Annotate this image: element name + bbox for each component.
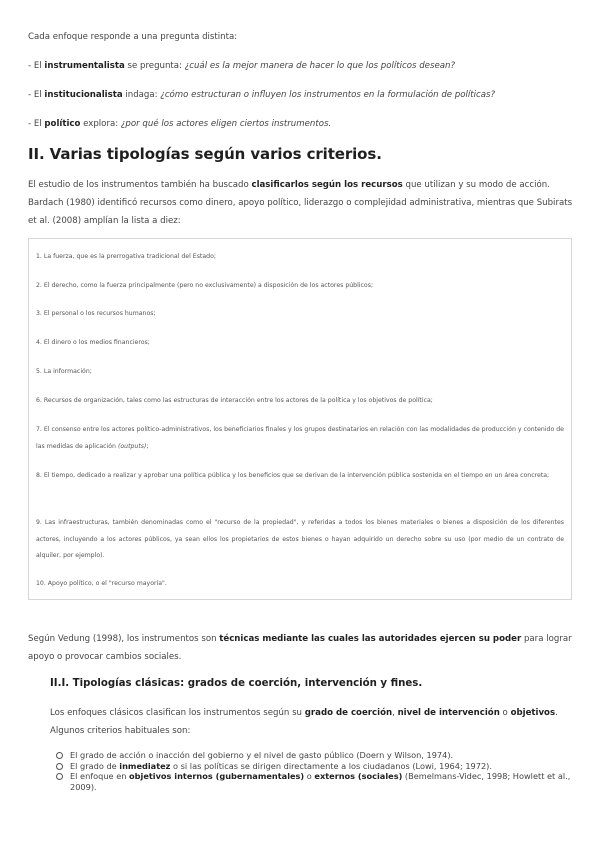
item-prefix: - El: [28, 119, 45, 129]
circle-bullet-icon: [56, 773, 63, 780]
list-item: [56, 761, 576, 772]
intro-item-instrumentalista: [28, 57, 574, 75]
paragraph-text: Según Vedung (1998), los instrumentos son: [28, 634, 220, 644]
item-text: (Bemelmans-Videc, 1998; Howlett et al., 2009).: [70, 771, 571, 792]
paragraph-text: para lograr apoyo o provocar cambios sociales.: [28, 634, 572, 662]
item-text: El grado de acción o inacción del gobierno y el nivel de gasto público (Doern y Wilson, 1974).: [70, 750, 454, 760]
resource-item: 8. El tiempo, dedicado a realizar y aprobar una política pública y los beneficios que se derivan de la intervención pública sostenida en el tiempo en un área concreta;: [36, 472, 550, 479]
paragraph-bold: nivel de intervención: [397, 708, 500, 718]
item-text: El enfoque en: [70, 771, 130, 781]
item-verb: indaga:: [122, 90, 161, 100]
resource-item: 6. Recursos de organización, tales como las estructuras de interacción entre los actores de la política y los objetivos de política;: [36, 397, 433, 404]
intro-item-institucionalista: [28, 86, 574, 104]
subsection-heading: II.I. Tipologías clásicas: grados de coerción, intervención y fines.: [50, 678, 423, 689]
intro-line: Cada enfoque responde a una pregunta distinta:: [28, 32, 238, 42]
resources-box: [28, 238, 572, 600]
item-text: El grado de: [70, 760, 120, 771]
list-item: [56, 771, 576, 792]
item-text: o: [304, 771, 315, 781]
item-verb: explora:: [80, 119, 121, 129]
section-paragraph: [28, 176, 574, 230]
paragraph-bold: grado de coerción: [304, 708, 393, 718]
item-verb: se pregunta:: [124, 61, 185, 71]
item-question: ¿cómo estructuran o influyen los instrumentos en la formulación de políticas?: [160, 90, 496, 100]
criteria-list: [56, 750, 576, 792]
paragraph-text: o: [499, 708, 511, 718]
resource-item: 3. El personal o los recursos humanos;: [36, 310, 156, 317]
item-bold: inmediatez: [119, 760, 171, 771]
item-question: ¿cuál es la mejor manera de hacer lo que los políticos desean?: [184, 61, 456, 71]
item-text: o si las políticas se dirigen directamente a los ciudadanos (Lowi, 1964; 1972).: [170, 760, 492, 771]
item-question: ¿por qué los actores eligen ciertos instrumentos.: [120, 119, 332, 129]
resource-item: 4. El dinero o los medios financieros;: [36, 339, 150, 346]
paragraph-text: El estudio de los instrumentos también ha buscado: [28, 180, 252, 190]
paragraph-text: Los enfoques clásicos clasifican los instrumentos según su: [50, 708, 305, 718]
item-term: institucionalista: [44, 90, 123, 100]
resource-text: 7. El consenso entre los actores político-administrativos, los beneficiarios finales y los grupos destinatarios en relación con las modalidades de producción y contenido de las medidas de aplicación: [36, 426, 564, 450]
item-prefix: - El: [28, 61, 45, 71]
paragraph-bold: objetivos: [510, 708, 556, 718]
item-bold: externos (sociales): [314, 771, 403, 781]
resource-item: 9. Las infraestructuras, también denominadas como el "recurso de la propiedad", y referidas a todos los bienes materiales o bienes a disposición de los diferentes actores, incluyendo a los actores públicos, ya sean ellos los propietarios de estos bienes o hayan adquirido un derecho sobre su uso (por medio de un contrato de alquiler, por ejemplo).: [36, 519, 564, 559]
resource-italic: (outputs): [117, 442, 147, 450]
section-heading: II. Varias tipologías según varios criterios.: [28, 145, 382, 163]
intro-item-politico: [28, 115, 574, 133]
paragraph-text: . Algunos criterios habituales son:: [50, 708, 558, 736]
paragraph-text: que utilizan y su modo de acción. Bardach (1980) identificó recursos como dinero, apoyo político, liderazgo o complejidad administrativa, mientras que Subirats et al. (2008) amplían la lista a diez:: [28, 180, 573, 226]
resource-tail: ;: [146, 442, 149, 450]
paragraph-bold: clasificarlos según los recursos: [251, 180, 403, 190]
resource-item: 1. La fuerza, que es la prerrogativa tradicional del Estado;: [36, 253, 216, 260]
vedung-paragraph: [28, 630, 574, 666]
item-term: instrumentalista: [44, 61, 125, 71]
paragraph-text: ,: [392, 708, 398, 718]
resource-item: [36, 422, 564, 455]
circle-bullet-icon: [56, 763, 63, 770]
item-term: político: [44, 119, 81, 129]
resource-item: 10. Apoyo político, o el "recurso mayoría".: [36, 580, 167, 587]
list-item: [56, 750, 576, 761]
item-prefix: - El: [28, 90, 45, 100]
resource-item: 2. El derecho, como la fuerza principalmente (pero no exclusivamente) a disposición de los actores públicos;: [36, 282, 374, 289]
subsection-paragraph: [50, 704, 572, 740]
paragraph-bold: técnicas mediante las cuales las autoridades ejercen su poder: [219, 634, 522, 644]
resource-item: 5. La información;: [36, 368, 92, 375]
item-bold: objetivos internos (gubernamentales): [129, 771, 305, 781]
circle-bullet-icon: [56, 752, 63, 759]
